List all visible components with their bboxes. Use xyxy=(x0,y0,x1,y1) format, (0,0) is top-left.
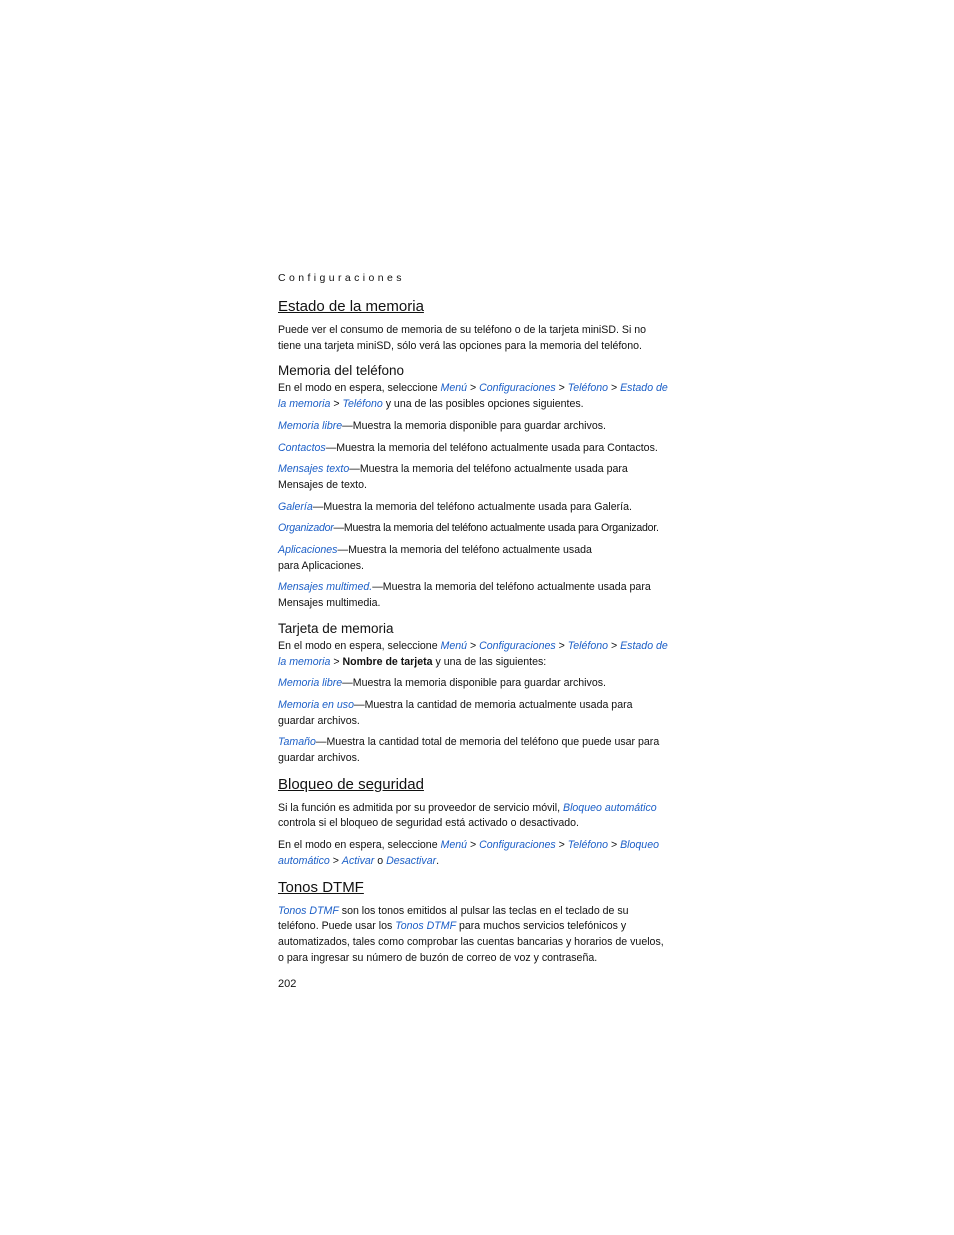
option-item xyxy=(278,735,670,766)
path-prefix: En el modo en espera, seleccione xyxy=(278,839,441,852)
body-paragraph xyxy=(278,801,670,832)
card-name-option: Nombre de tarjeta xyxy=(342,655,433,668)
section-heading: Tonos DTMF xyxy=(278,878,364,896)
section-heading: Bloqueo de seguridad xyxy=(278,775,424,793)
option-description: —Muestra la memoria del teléfono actualmente usada para Organizador. xyxy=(333,522,659,535)
page-number: 202 xyxy=(278,978,297,991)
text: o xyxy=(374,854,387,867)
option-description: —Muestra la cantidad total de memoria del teléfono que puede usar para guardar archivos. xyxy=(278,736,660,765)
option-item xyxy=(278,441,670,457)
option-term[interactable]: Memoria libre xyxy=(278,677,343,690)
path-prefix: En el modo en espera, seleccione xyxy=(278,382,441,395)
bloqueo-automatico-link[interactable]: Bloqueo automático xyxy=(278,839,659,867)
option-term[interactable]: Contactos xyxy=(278,441,326,454)
section-tonos-dtmf xyxy=(278,878,670,967)
running-head: Configuraciones xyxy=(278,272,405,284)
option-item xyxy=(278,500,670,516)
text: para muchos servicios telefónicos y automatizados, tales como comprobar las cuentas bancarias y horarios de vuelos, o para ingresar su número de buzón de correo de voz y contraseña. xyxy=(278,920,664,964)
tonos-dtmf-link-2[interactable]: Tonos DTMF xyxy=(395,920,457,933)
subsection-heading: Tarjeta de memoria xyxy=(278,620,394,636)
option-description: —Muestra la memoria del teléfono actualmente usada para Aplicaciones. xyxy=(278,544,592,572)
option-term[interactable]: Memoria en uso xyxy=(278,698,354,711)
tonos-dtmf-link[interactable]: Tonos DTMF xyxy=(278,904,339,917)
option-description: —Muestra la memoria del teléfono actualmente usada para Galería. xyxy=(312,500,632,513)
option-item xyxy=(278,462,670,493)
option-item xyxy=(278,676,670,692)
option-term[interactable]: Memoria libre xyxy=(278,419,343,432)
option-item xyxy=(278,580,670,611)
option-description: —Muestra la memoria disponible para guardar archivos. xyxy=(342,419,606,432)
option-item xyxy=(278,521,670,537)
menu-link[interactable]: Menú xyxy=(440,639,468,652)
menu-link[interactable]: Menú xyxy=(440,382,468,395)
menu-link[interactable]: Menú xyxy=(440,839,468,852)
subsection-heading: Memoria del teléfono xyxy=(278,363,405,379)
section-bloqueo-seguridad xyxy=(278,775,670,870)
option-term[interactable]: Galería xyxy=(278,500,313,513)
option-term[interactable]: Organizador xyxy=(278,522,334,535)
path-prefix: En el modo en espera, seleccione xyxy=(278,639,441,652)
path-suffix: y una de las siguientes: xyxy=(432,655,547,668)
option-description: —Muestra la memoria del teléfono actualmente usada para Contactos. xyxy=(325,441,658,454)
option-term[interactable]: Mensajes texto xyxy=(278,463,350,476)
option-item xyxy=(278,698,670,729)
option-description: —Muestra la memoria del teléfono actualmente usada para Mensajes de texto. xyxy=(278,463,628,491)
menu-path-instruction: En el modo en espera, seleccione Menú > Configuraciones > Teléfono > Estado de la memoria > Nombre de tarjeta y una de las siguientes: xyxy=(278,639,668,668)
telefono-link-2[interactable]: Teléfono xyxy=(342,398,383,411)
text: controla si el bloqueo de seguridad está activado o desactivado. xyxy=(278,817,579,830)
intro-paragraph: Puede ver el consumo de memoria de su teléfono o de la tarjeta miniSD. Si no tiene una tarjeta miniSD, sólo verá las opciones para la memoria del teléfono. xyxy=(278,324,647,352)
option-item xyxy=(278,543,670,574)
bloqueo-automatico-link[interactable]: Bloqueo automático xyxy=(563,801,657,814)
option-description: —Muestra la memoria disponible para guardar archivos. xyxy=(342,677,606,690)
text: . xyxy=(436,854,440,867)
option-term[interactable]: Mensajes multimed. xyxy=(278,581,373,594)
section-heading: Estado de la memoria xyxy=(278,298,424,315)
manual-page xyxy=(278,272,670,990)
option-term[interactable]: Tamaño xyxy=(278,736,316,749)
option-description: —Muestra la memoria del teléfono actualmente usada para Mensajes multimedia. xyxy=(278,581,651,610)
menu-path-instruction: En el modo en espera, seleccione Menú > Configuraciones > Teléfono > Estado de la memoria > Teléfono y una de las posibles opciones siguientes. xyxy=(278,382,668,411)
configuraciones-link[interactable]: Configuraciones xyxy=(479,382,556,395)
desactivar-link[interactable]: Desactivar xyxy=(386,854,437,867)
option-term[interactable]: Aplicaciones xyxy=(278,544,338,557)
option-item xyxy=(278,419,670,435)
configuraciones-link[interactable]: Configuraciones xyxy=(479,639,556,652)
telefono-link[interactable]: Teléfono xyxy=(567,382,609,395)
configuraciones-link[interactable]: Configuraciones xyxy=(479,839,556,852)
activar-link[interactable]: Activar xyxy=(341,854,375,867)
menu-path-instruction: En el modo en espera, seleccione Menú > Configuraciones > Teléfono > Bloqueo automático > Activar o Desactivar. xyxy=(278,839,659,867)
text: Si la función es admitida por su proveedor de servicio móvil, xyxy=(278,801,563,814)
option-description: —Muestra la cantidad de memoria actualmente usada para guardar archivos. xyxy=(278,698,633,727)
text: son los tonos emitidos al pulsar las teclas en el teclado de su teléfono. Puede usar los xyxy=(278,904,629,933)
estado-memoria-link[interactable]: Estado de la memoria xyxy=(278,382,668,411)
path-suffix: y una de las posibles opciones siguientes. xyxy=(382,398,584,411)
body-paragraph xyxy=(278,904,670,967)
estado-memoria-link[interactable]: Estado de la memoria xyxy=(278,639,668,668)
section-estado-memoria xyxy=(278,297,670,767)
telefono-link[interactable]: Teléfono xyxy=(567,839,609,852)
telefono-link[interactable]: Teléfono xyxy=(567,639,609,652)
